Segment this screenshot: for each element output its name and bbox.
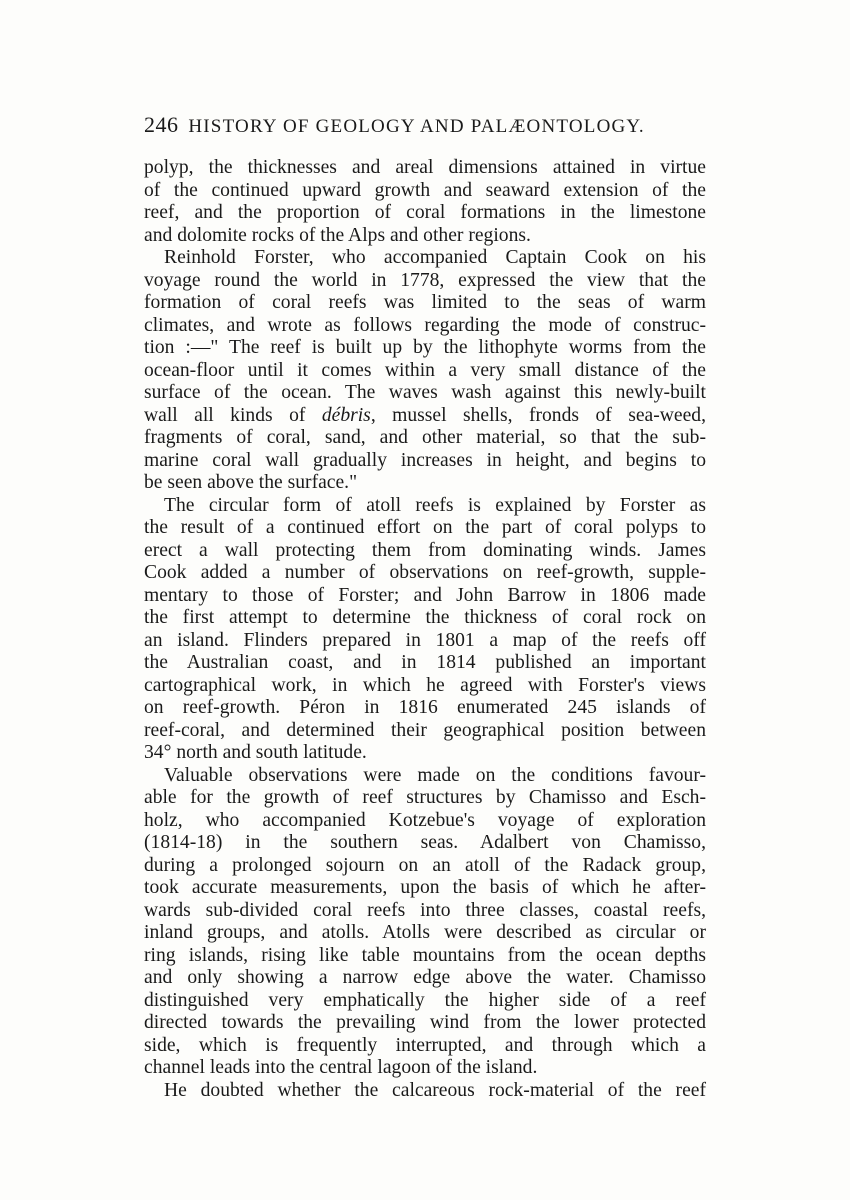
text-line: be seen above the surface.": [144, 472, 358, 493]
text-line-with-italic: [144, 405, 706, 428]
running-header: [144, 112, 714, 138]
text-line: the Australian coast, and in 1814 published an important: [144, 652, 706, 673]
text-line: cartographical work, in which he agreed with Forster's views: [144, 674, 706, 696]
text-line: voyage round the world in 1778, expressed the view that the: [144, 269, 706, 291]
text-line: reef-coral, and determined their geographical position between: [144, 719, 706, 741]
text-line: 34° north and south latitude.: [144, 742, 367, 763]
text-line: and dolomite rocks of the Alps and other regions.: [144, 224, 531, 246]
text-line: the result of a continued effort on the part of coral polyps to: [144, 517, 706, 538]
page-number: 246: [144, 112, 179, 137]
paragraph: [144, 495, 706, 765]
text-line: Reinhold Forster, who accompanied Captain Cook on his: [164, 247, 706, 268]
text-line: holz, who accompanied Kotzebue's voyage of exploration: [144, 809, 706, 831]
italic-term: débris: [321, 404, 371, 426]
text-line: Cook added a number of observations on reef-growth, supple-: [144, 562, 706, 583]
text-line: fragments of coral, sand, and other material, so that the sub-: [144, 427, 706, 448]
text-line: climates, and wrote as follows regarding the mode of construc-: [144, 314, 706, 336]
text-line: channel leads into the central lagoon of the island.: [144, 1057, 538, 1078]
text-before-italic: wall all kinds of: [144, 404, 322, 426]
text-line: He doubted whether the calcareous rock-material of the reef: [164, 1079, 706, 1101]
text-line: the first attempt to determine the thickness of coral rock on: [144, 607, 706, 628]
text-line: marine coral wall gradually increases in height, and begins to: [144, 449, 706, 471]
text-line: during a prolonged sojourn on an atoll of the Radack group,: [144, 854, 706, 876]
text-line: directed towards the prevailing wind from the lower protected: [144, 1012, 706, 1033]
text-line: an island. Flinders prepared in 1801 a map of the reefs off: [144, 629, 706, 651]
text-line: tion :—" The reef is built up by the lithophyte worms from the: [144, 337, 706, 358]
text-line: side, which is frequently interrupted, and through which a: [144, 1034, 706, 1056]
text-line: took accurate measurements, upon the basis of which he after-: [144, 877, 706, 898]
text-line: reef, and the proportion of coral formations in the limestone: [144, 202, 706, 223]
text-line: on reef-growth. Péron in 1816 enumerated 245 islands of: [144, 697, 706, 718]
text-line: inland groups, and atolls. Atolls were described as circular or: [144, 922, 706, 943]
paragraph: [144, 157, 706, 247]
text-line: Valuable observations were made on the conditions favour-: [164, 764, 706, 786]
text-after-italic: , mussel shells, fronds of sea-weed,: [370, 404, 706, 426]
text-line: ocean-floor until it comes within a very small distance of the: [144, 359, 706, 381]
text-line: wards sub-divided coral reefs into three classes, coastal reefs,: [144, 899, 706, 921]
paragraph: [144, 765, 706, 1080]
text-line: The circular form of atoll reefs is explained by Forster as: [164, 494, 706, 516]
running-title: HISTORY OF GEOLOGY AND PALÆONTOLOGY.: [188, 116, 645, 137]
text-line: polyp, the thicknesses and areal dimensions attained in virtue: [144, 157, 706, 178]
paragraph: [144, 1080, 706, 1103]
text-line: of the continued upward growth and seaward extension of the: [144, 179, 706, 201]
text-line: and only showing a narrow edge above the water. Chamisso: [144, 967, 706, 988]
text-line: (1814-18) in the southern seas. Adalbert von Chamisso,: [144, 832, 706, 853]
text-line: formation of coral reefs was limited to the seas of warm: [144, 292, 706, 313]
text-line: surface of the ocean. The waves wash against this newly-built: [144, 382, 706, 403]
text-line: able for the growth of reef structures by Chamisso and Esch-: [144, 787, 706, 808]
body-text: [144, 157, 706, 1102]
paragraph: [144, 247, 706, 495]
text-line: distinguished very emphatically the higher side of a reef: [144, 989, 706, 1011]
text-line: ring islands, rising like table mountains from the ocean depths: [144, 944, 706, 966]
text-line: mentary to those of Forster; and John Barrow in 1806 made: [144, 584, 706, 606]
text-line: erect a wall protecting them from dominating winds. James: [144, 539, 706, 561]
